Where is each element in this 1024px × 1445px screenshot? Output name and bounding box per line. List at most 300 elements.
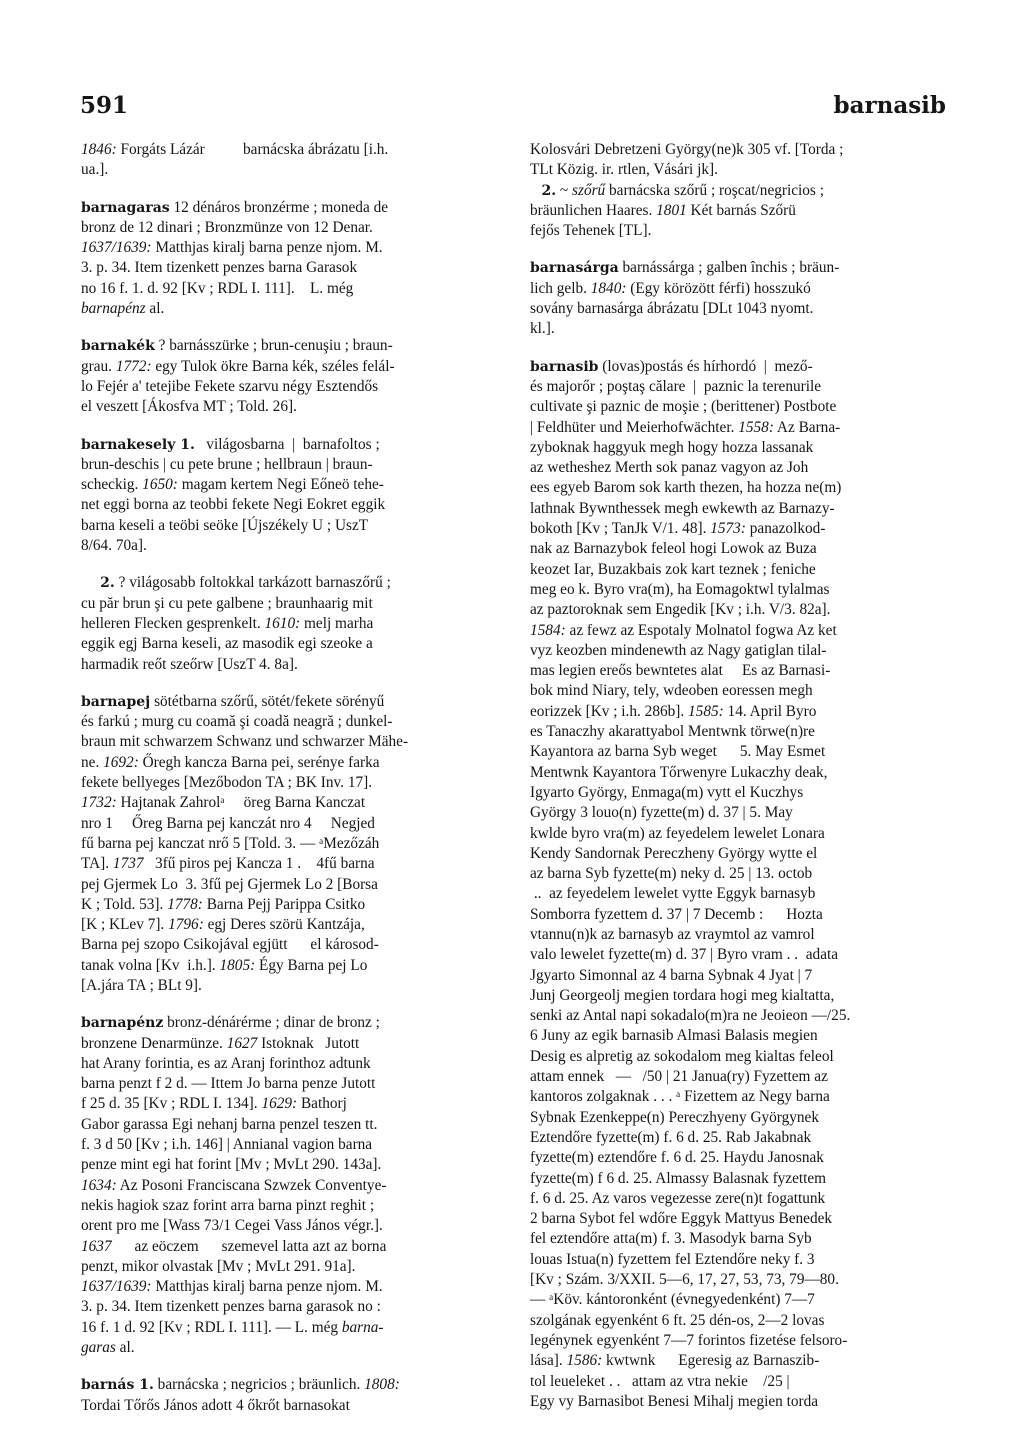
italic-text: 1732: <box>81 794 117 812</box>
text-line <box>530 844 953 864</box>
italic-text: 1772: <box>115 357 152 375</box>
text-line <box>81 976 505 996</box>
headword: barnagaras <box>81 199 170 216</box>
text-line <box>530 1108 953 1128</box>
text-line <box>81 895 505 915</box>
text-run: fű barna pej kanczat nrő 5 [Told. 3. — ᵃMezőzáh <box>81 834 380 852</box>
text-line <box>81 1115 505 1135</box>
text-run: penzt, mikor olvastak [Mv ; MvLt 291. 91a]. <box>81 1257 356 1275</box>
text-line <box>530 539 953 559</box>
text-run: Eztendőre fyzette(m) f. 6 d. 25. Rab Jakabnak <box>530 1128 812 1146</box>
text-run: no 16 f. 1. d. 92 [Kv ; RDL I. 111]. L. még <box>81 279 354 297</box>
text-run: 12 dénáros bronzérme ; moneda de <box>169 198 389 216</box>
dictionary-entry <box>81 140 505 181</box>
text-run: 6 Juny az egik barnasib Almasi Balasis megien <box>530 1027 818 1045</box>
text-line <box>81 655 505 675</box>
text-line <box>81 397 505 417</box>
text-line <box>81 238 505 258</box>
text-run: cultivate şi paznic de moşie ; (berittener) Postbote <box>530 398 837 416</box>
text-run: louas Istua(n) fyzettem fel Eztendőre neky f. 3 <box>530 1250 815 1268</box>
text-line <box>81 712 505 732</box>
italic-text: 1808: <box>364 1376 400 1394</box>
text-line <box>530 763 953 783</box>
text-run: kantoros zolgaknak . . . ᵃ Fizettem az Negy barna <box>530 1088 830 1106</box>
text-run: grau. <box>81 357 116 375</box>
text-line <box>81 198 505 218</box>
text-line <box>81 455 505 475</box>
text-run: (lovas)postás és hírhordó | mező- <box>598 357 813 375</box>
text-line <box>530 1392 953 1412</box>
text-line <box>81 773 505 793</box>
text-run: fekete bellyeges [Mezőbodon TA ; BK Inv. 17]. <box>81 774 373 792</box>
text-run: [A.jára TA ; BLt 9]. <box>81 976 202 994</box>
text-line <box>530 397 953 417</box>
text-run: barnácska ; negricios ; bräunlich. <box>153 1376 365 1394</box>
italic-text: 1573: <box>710 520 746 538</box>
text-line <box>81 834 505 854</box>
text-run: fyzette(m) eztendőre f. 6 d. 25. Haydu Janosnak <box>530 1149 824 1167</box>
text-line <box>81 1074 505 1094</box>
text-run: K ; Told. 53]. <box>81 895 168 913</box>
text-run: attam ennek — /50 | 21 Janua(ry) Fyzettem az <box>530 1068 828 1086</box>
text-run: Istoknak Jutott <box>257 1034 360 1052</box>
text-run: pej Gjermek Lo 3. 3fű pej Gjermek Lo 2 [Borsa <box>81 875 378 893</box>
headword: barnasib <box>530 358 599 375</box>
text-run: vtannu(n)k az barnasyb az vraymtol az vamrol <box>530 925 815 943</box>
text-run: Barna pej szopo Csikojával egjütt el károsod- <box>81 936 379 954</box>
text-run: sovány barnasárga ábrázatu [DLt 1043 nyomt. <box>530 300 814 318</box>
italic-text: 1840: <box>590 279 627 297</box>
entry-gap <box>530 241 953 258</box>
text-line <box>530 1006 953 1026</box>
text-line <box>530 560 953 580</box>
text-line <box>530 1026 953 1046</box>
text-run: Tordai Tőrős János adott 4 őkrőt barnasokat <box>81 1396 350 1414</box>
text-run: ua.]. <box>81 161 109 179</box>
text-run: scheckig. <box>81 476 143 494</box>
text-run: kwlde byro vra(m) az feyedelem lewelet Lonara <box>530 824 825 842</box>
text-line <box>530 458 953 478</box>
text-line <box>530 621 953 641</box>
text-run: és majorőr ; poştaş călare | paznic la terenurile <box>530 377 822 395</box>
text-run: bräunlichen Haares. <box>530 201 657 219</box>
text-run: 3. p. 34. Item tizenkett penzes barna garasok no : <box>81 1298 381 1316</box>
text-line <box>530 201 953 221</box>
text-line <box>81 875 505 895</box>
text-run: Barna Pejj Parippa Csitko <box>202 895 366 913</box>
text-run: Jgyarto Simonnal az 4 barna Sybnak 4 Jyat | 7 <box>530 966 813 984</box>
text-line <box>530 299 953 319</box>
text-run: Hajtanak Zahrolᵃ öreg Barna Kanczat <box>116 794 366 812</box>
left-column <box>81 140 505 1416</box>
text-line <box>81 634 505 654</box>
text-run: [K ; KLev 7]. <box>81 916 169 934</box>
text-run: f. 6 d. 25. Az varos vegezesse zere(n)t fogattunk <box>530 1189 826 1207</box>
text-run: barnácska szőrű ; roşcat/negricios ; <box>605 181 824 199</box>
text-line <box>81 793 505 813</box>
text-run: kl.]. <box>530 320 555 338</box>
text-run: harmadik reőt szeőrw [UszT 4. 8a]. <box>81 655 298 673</box>
text-run: meg eo k. Byro vra(m), ha Eomagoktwl tylalmas <box>530 580 830 598</box>
italic-text: 1629: <box>261 1095 298 1113</box>
headword: 2. <box>541 182 557 199</box>
text-line <box>81 1216 505 1236</box>
text-run: Bathorj <box>297 1095 347 1113</box>
text-line <box>81 614 505 634</box>
text-line <box>530 641 953 661</box>
dictionary-entry <box>81 1375 505 1416</box>
text-run: f. 3 d 50 [Kv ; i.h. 146] | Annianal vagion barna <box>81 1136 373 1154</box>
text-run: Mentwnk Kayantora Tőrwenyre Lukaczhy deak, <box>530 763 828 781</box>
italic-text: 1650: <box>142 476 178 494</box>
dictionary-entry <box>530 140 953 241</box>
text-line <box>81 495 505 515</box>
text-run: barna penzt f 2 d. — Ittem Jo barna penze Jutott <box>81 1075 376 1093</box>
text-run: vyz keozben mindenewth az Nagy gatiglan tilal- <box>530 641 827 659</box>
text-line <box>530 905 953 925</box>
text-run: lich gelb. <box>530 279 591 297</box>
text-line <box>81 475 505 495</box>
text-line <box>530 600 953 620</box>
text-run: bronz de 12 dinari ; Bronzmünze von 12 Denar. <box>81 218 373 236</box>
text-run: kwtwnk Egeresig az Barnaszib- <box>602 1352 820 1370</box>
text-run: 3fű piros pej Kancza 1 . 4fű barna <box>143 855 375 873</box>
text-line <box>530 279 953 299</box>
text-run <box>530 182 541 199</box>
text-run: az wetheshez Merth sok panaz vagyon az Joh <box>530 459 809 477</box>
text-line <box>530 986 953 1006</box>
text-run: az barna Syb fyzette(m) neky d. 25 | 13. octob <box>530 865 813 883</box>
text-line <box>530 925 953 945</box>
text-run: al. <box>115 1339 135 1357</box>
text-line <box>530 1067 953 1087</box>
italic-text: 1584: <box>530 621 566 639</box>
text-line <box>530 1270 953 1290</box>
text-run: el veszett [Ákosfva MT ; Told. 26]. <box>81 398 297 416</box>
text-run: es Tanaczhy akarattyabol Mentwnk törwe(n)re <box>530 723 815 741</box>
text-line <box>81 1054 505 1074</box>
text-line <box>81 516 505 536</box>
text-run: Somborra fyzettem d. 37 | 7 Decemb : Hozta <box>530 905 823 923</box>
dictionary-entry <box>530 357 953 1412</box>
text-run: zyboknak haggyuk megh hogy hozza lassanak <box>530 438 814 456</box>
text-line <box>81 956 505 976</box>
text-run: magam kertem Negi Eőneö tehe- <box>177 476 384 494</box>
headword: barnakék <box>81 338 155 355</box>
text-run: bokoth [Kv ; TanJk V/1. 48]. <box>530 520 711 538</box>
italic-text: 1637 <box>81 1237 112 1255</box>
text-run: — ᵃKöv. kántoronként (évnegyedenként) 7—7 <box>530 1291 815 1309</box>
text-run: ne. <box>81 753 104 771</box>
text-line <box>81 1257 505 1277</box>
text-run: fyzette(m) f 6 d. 25. Almassy Balasnak fyzettem <box>530 1169 827 1187</box>
headword: 2. <box>100 575 115 592</box>
text-line <box>81 1297 505 1317</box>
text-run: eorizzek [Kv ; i.h. 286b]. <box>530 702 689 720</box>
text-run: szolgának egyenként 6 ft. 25 dén-os, 2—2 lovas <box>530 1311 825 1329</box>
text-line <box>81 1135 505 1155</box>
text-run: lása]. <box>530 1352 567 1370</box>
running-head: barnasib <box>833 92 946 119</box>
text-line <box>81 160 505 180</box>
text-run: fel eztendőre atta(m) f. 3. Masodyk barna Syb <box>530 1230 812 1248</box>
headword: barnás 1. <box>81 1377 154 1394</box>
text-line <box>530 478 953 498</box>
headword: barnapénz <box>81 1015 164 1032</box>
text-run: egj Deres szörü Kantzája, <box>203 916 365 934</box>
text-run: nak az Barnazybok feleol hogi Lowok az Buza <box>530 540 817 558</box>
text-line <box>81 1277 505 1297</box>
text-run: Forgáts Lázár barnácska ábrázatu [i.h. <box>116 141 389 158</box>
text-line <box>530 499 953 519</box>
dictionary-entry <box>81 198 505 320</box>
text-run: senki az Antal napi sokadalo(m)ra ne Jeoieon —/25. <box>530 1007 851 1025</box>
text-run: Gabor garassa Egi nehanj barna penzel teszen tt. <box>81 1115 378 1133</box>
text-line <box>530 884 953 904</box>
text-run: Égy Barna pej Lo <box>255 956 368 974</box>
text-line <box>81 753 505 773</box>
text-line <box>530 783 953 803</box>
text-line <box>81 258 505 278</box>
text-run: bronz-dénárérme ; dinar de bronz ; <box>163 1014 380 1032</box>
text-run: bronzene Denarmünze. <box>81 1034 227 1052</box>
text-run: sötétbarna szőrű, sötét/fekete sörényű <box>150 692 385 710</box>
text-line <box>81 1176 505 1196</box>
text-run: egy Tulok ökre Barna kék, széles felál- <box>151 357 395 375</box>
text-line <box>81 279 505 299</box>
text-line <box>530 221 953 241</box>
text-run: Kayantora az barna Syb weget 5. May Esmet <box>530 743 826 761</box>
text-run: lo Fejér a' tetejibe Fekete szarvu négy Esztendős <box>81 377 379 395</box>
text-run <box>81 574 100 591</box>
text-run: | Feldhüter und Meierhofwächter. <box>530 418 739 436</box>
italic-text: 1627 <box>226 1034 258 1052</box>
dictionary-entry <box>530 258 953 339</box>
right-column <box>530 140 953 1412</box>
text-line <box>81 854 505 874</box>
text-run: Az Barna- <box>773 418 841 436</box>
text-run: TA]. <box>81 855 113 873</box>
dictionary-entry <box>81 1013 505 1358</box>
text-run: ? barnásszürke ; brun-cenuşiu ; braun- <box>154 337 393 355</box>
text-line <box>530 580 953 600</box>
text-run: ees egyeb Barom sok karth thezen, ha hozza ne(m) <box>530 479 842 497</box>
text-line <box>530 722 953 742</box>
italic-text: barnapénz <box>81 300 146 318</box>
text-line <box>530 864 953 884</box>
entry-gap <box>81 1358 505 1375</box>
text-run: hat Arany forintia, es az Aranj forinthoz adtunk <box>81 1054 371 1072</box>
italic-text: barna- <box>341 1318 384 1336</box>
text-line <box>530 1229 953 1249</box>
text-run: tanak volna [Kv i.h.]. <box>81 956 220 974</box>
text-run: Igyarto György, Enmaga(m) vytt el Kuczhys <box>530 783 804 801</box>
text-line <box>81 140 505 160</box>
text-line <box>530 1148 953 1168</box>
text-line <box>530 742 953 762</box>
text-line <box>530 1311 953 1331</box>
headword: barnapej <box>81 693 151 710</box>
text-line <box>530 258 953 278</box>
text-line <box>81 573 505 593</box>
text-line <box>530 1209 953 1229</box>
text-run: TLt Közig. ir. rtlen, Vásári jk]. <box>530 161 718 179</box>
text-run: Az Posoni Franciscana Szwzek Conventye- <box>116 1176 387 1194</box>
text-line <box>81 1013 505 1033</box>
headword: barnasárga <box>530 260 619 277</box>
text-line <box>81 299 505 319</box>
italic-text: 1558: <box>738 418 774 436</box>
italic-text: 1805: <box>219 956 256 974</box>
text-line <box>530 1331 953 1351</box>
text-run: .. az feyedelem lewelet vytte Eggyk barnasyb <box>530 885 816 903</box>
text-run: panazolkod- <box>745 520 826 538</box>
text-line <box>81 1396 505 1416</box>
text-line <box>530 438 953 458</box>
text-run: orent pro me [Wass 73/1 Cegei Vass János végr.]. <box>81 1217 383 1235</box>
text-run: barna keseli a teöbi seöke [Újszékely U ; UszT <box>81 516 369 534</box>
text-line <box>81 536 505 556</box>
text-run: brun-deschis | cu pete brune ; hellbraun | braun- <box>81 455 373 473</box>
text-line <box>530 160 953 180</box>
text-line <box>81 377 505 397</box>
text-line <box>81 935 505 955</box>
text-run: fejős Tehenek [TL]. <box>530 222 652 240</box>
italic-text: 1610: <box>264 614 301 632</box>
text-line <box>530 519 953 539</box>
text-line <box>530 681 953 701</box>
text-line <box>530 945 953 965</box>
page-number: 591 <box>80 92 129 119</box>
text-line <box>530 824 953 844</box>
text-run: net eggi borna az teobbi fekete Negi Eokret eggik <box>81 496 386 514</box>
text-run: ? világosabb foltokkal tarkázott barnaszőrű ; <box>114 574 391 592</box>
text-run: és farkú ; murg cu coamă şi coadă neagră ; dunkel- <box>81 713 393 731</box>
text-line <box>530 661 953 681</box>
text-run: az paztoroknak sem Engedik [Kv ; i.h. V/3. 82a]. <box>530 601 831 619</box>
text-run: Sybnak Ezenkeppe(n) Pereczhyeny Györgynek <box>530 1108 819 1126</box>
text-line <box>81 1196 505 1216</box>
dictionary-entry <box>81 692 505 996</box>
text-run: barnássárga ; galben închis ; bräun- <box>618 259 840 277</box>
italic-text: 1737 <box>112 855 144 873</box>
italic-text: 1846: <box>81 141 117 158</box>
italic-text: 1796: <box>168 916 204 934</box>
text-line <box>530 319 953 339</box>
text-run: legénynek egyenként 7—7 forintos fizetése felsoro- <box>530 1331 848 1349</box>
text-run: nekis hagiok szaz forint arra barna pinzt reghit ; <box>81 1196 375 1214</box>
text-line <box>81 692 505 712</box>
text-line <box>530 1047 953 1067</box>
text-run: cu păr brun şi cu pete galbene ; braunhaarig mit <box>81 594 373 612</box>
italic-text: 1778: <box>167 895 203 913</box>
entry-gap <box>81 996 505 1013</box>
text-run: 3. p. 34. Item tizenkett penzes barna Garasok <box>81 259 358 277</box>
text-run: keozet Iar, Buzakbais zok kart teznek ; feniche <box>530 560 816 578</box>
text-line <box>530 1128 953 1148</box>
text-line <box>81 594 505 614</box>
text-run: lathnak Bywnthessek megh ewkewth az Barnazy- <box>530 499 835 517</box>
text-line <box>530 1372 953 1392</box>
text-line <box>530 702 953 722</box>
text-line <box>530 803 953 823</box>
text-line <box>530 1189 953 1209</box>
entry-gap <box>81 675 505 692</box>
text-line <box>81 1338 505 1358</box>
text-run: helleren Flecken gesprenkelt. <box>81 614 265 632</box>
text-run: bok mind Niary, tely, wdeoben eoressen megh <box>530 682 813 700</box>
text-line <box>81 1318 505 1338</box>
italic-text: 1585: <box>688 702 724 720</box>
text-run: 14. April Byro <box>723 702 817 720</box>
text-run: f 25 d. 35 [Kv ; RDL I. 134]. <box>81 1095 262 1113</box>
entry-gap <box>81 418 505 435</box>
text-run: al. <box>145 300 165 318</box>
text-line <box>81 1155 505 1175</box>
italic-text: 1634: <box>81 1176 117 1194</box>
dictionary-entry <box>81 435 505 557</box>
text-line <box>530 966 953 986</box>
entry-gap <box>81 181 505 198</box>
text-run: Junj Georgeolj megien tordara hogi meg kialtatta, <box>530 986 835 1004</box>
italic-text: 1637/1639: <box>81 239 152 257</box>
text-run: penze mint egi hat forint [Mv ; MvLt 290. 143a]. <box>81 1156 382 1174</box>
text-run: 8/64. 70a]. <box>81 537 147 555</box>
text-run: György 3 louo(n) fyzette(m) d. 37 | 5. May <box>530 804 793 822</box>
text-run: Matthjas kiralj barna penze njom. M. <box>151 1278 383 1296</box>
italic-text: 1586: <box>566 1352 603 1370</box>
text-line <box>81 218 505 238</box>
text-run: Őregh kancza Barna pei, serénye farka <box>138 753 380 771</box>
text-line <box>81 732 505 752</box>
text-line <box>81 1237 505 1257</box>
text-line <box>530 418 953 438</box>
text-run: ~ <box>556 181 573 199</box>
entry-gap <box>81 319 505 336</box>
dictionary-entry <box>81 336 505 417</box>
text-run: világosbarna | barnafoltos ; <box>194 435 380 453</box>
text-run: 2 barna Sybot fel wdőre Eggyk Mattyus Benedek <box>530 1210 833 1228</box>
text-line <box>530 1087 953 1107</box>
dictionary-entry <box>81 573 505 674</box>
text-run: mas legien ereős bewntetes alat Es az Barnasi- <box>530 662 831 680</box>
text-line <box>81 336 505 356</box>
text-line <box>81 814 505 834</box>
italic-text: 1637/1639: <box>81 1278 152 1296</box>
page-header <box>80 92 946 122</box>
italic-text: szőrű <box>572 181 606 199</box>
text-line <box>530 357 953 377</box>
headword: barnakesely 1. <box>81 436 195 453</box>
entry-gap <box>81 556 505 573</box>
italic-text: 1801 <box>656 201 687 219</box>
text-run: Egy vy Barnasibot Benesi Mihalj megien torda <box>530 1392 819 1410</box>
text-run: az fewz az Espotaly Molnatol fogwa Az ket <box>565 621 837 639</box>
text-line <box>530 1250 953 1270</box>
text-line <box>530 1169 953 1189</box>
text-run: [Kv ; Szám. 3/XXII. 5—6, 17, 27, 53, 73, 79—80. <box>530 1271 839 1289</box>
text-line <box>81 1034 505 1054</box>
text-line <box>81 357 505 377</box>
text-run: valo lewelet fyzette(m) d. 37 | Byro vram . . adata <box>530 946 839 964</box>
italic-text: garas <box>81 1339 116 1357</box>
text-run: braun mit schwarzem Schwanz und schwarzer Mähe- <box>81 733 409 751</box>
text-run: Kendy Sandornak Pereczheny György wytte el <box>530 844 818 862</box>
text-line <box>81 1375 505 1395</box>
text-run: Két barnás Szőrü <box>686 201 796 219</box>
text-run: (Egy körözött férfi) hosszukó <box>626 279 811 297</box>
text-line <box>530 377 953 397</box>
